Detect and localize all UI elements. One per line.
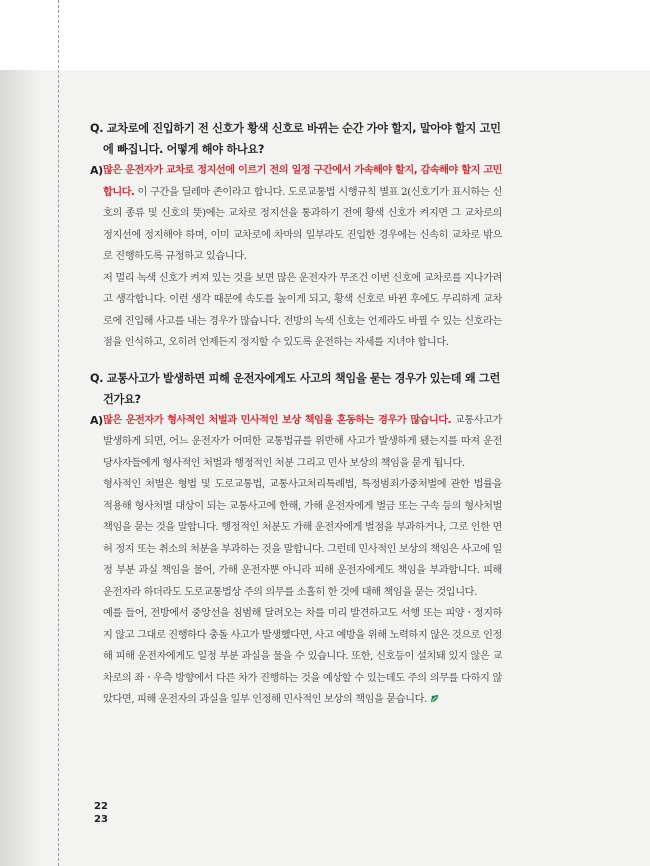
- answer-paragraph: [103, 160, 502, 268]
- qa-block-1: [90, 118, 502, 354]
- question-2: Q. 교통사고가 발생하면 피해 운전자에게도 사고의 책임을 묻는 경우가 있는데 왜 그런 건가요?: [90, 371, 500, 406]
- cut-guide-line: [58, 0, 59, 866]
- answer-paragraph: [103, 603, 502, 711]
- answer-paragraph: 저 멀리 녹색 신호가 켜져 있는 것을 보면 많은 운전자가 무조건 이번 신호에 교차로를 지나가려고 생각합니다. 이런 생각 때문에 속도를 높이게 되고, 황색 신호로 바뀐 후에도 무리하게 교차로에 진입해 사고를 내는 경우가 많습니다. 전방의 녹색 신호는 언제라도 바뀔 수 있는 신호라는 점을 인식하고, 오히려 언제든지 정지할 수 있도록 운전하는 자세를 지녀야 합니다.: [103, 272, 502, 348]
- answer-text: 교통사고가 발생하게 되면, 어느 운전자가 어떠한 교통법규를 위반해 사고가 발생하게 됐는지를 따져 운전 당사자들에게 형사적인 처벌과 행정적인 처분 그리고 민사 보상의 책임을 묻게 됩니다.: [103, 414, 502, 469]
- answer-label: A): [90, 413, 103, 427]
- page-number-left: 22: [94, 801, 108, 812]
- answer-2: [90, 410, 502, 711]
- answer-highlight: 많은 운전자가 교차로 정지선에 이르기 전의 일정 구간에서 가속해야 할지, 감속해야 할지 고민합니다.: [103, 165, 502, 198]
- qa-block-2: [90, 368, 502, 711]
- page-number-right: 23: [94, 814, 108, 825]
- answer-highlight: 많은 운전자가 형사적인 처벌과 민사적인 보상 책임을 혼동하는 경우가 많습니다.: [103, 414, 451, 426]
- page-binding-shadow: [0, 70, 40, 866]
- question-1: Q. 교차로에 진입하기 전 신호가 황색 신호로 바뀌는 순간 가야 할지, 말아야 할지 고민에 빠집니다. 어떻게 해야 하나요?: [90, 122, 501, 156]
- page-numbers: [94, 800, 108, 826]
- answer-paragraph: [103, 410, 502, 475]
- qa-article: [90, 118, 502, 711]
- answer-text: 이 구간을 딜레마 존이라고 합니다. 도로교통법 시행규칙 별표 2(신호기가 표시하는 신호의 종류 및 신호의 뜻)에는 교차로 정지선을 통과하기 전에 황색 신호가 켜지면 그 교차로의 정지선에 정지해야 하며, 이미 교차로에 차마의 일부라도 진입한 경우에는 신속히 교차로 밖으로 진행하도록 규정하고 있습니다.: [103, 186, 503, 262]
- answer-1: [90, 160, 502, 354]
- answer-label: A): [90, 164, 103, 177]
- answer-paragraph: 형사적인 처벌은 형법 및 도로교통법, 교통사고처리특례법, 특정범죄가중처벌에 관한 법률을 적용해 형사처벌 대상이 되는 교통사고에 한해, 가해 운전자에게 벌금 또는 구속 등의 형사처벌 책임을 묻는 것을 말합니다. 행정적인 처분도 가해 운전자에게 벌점을 부과하거나, 그로 인한 면허 정지 또는 취소의 처분을 부과하는 것을 말합니다. 그런데 민사적인 보상의 책임은 사고에 일정 부분 과실 책임을 물어, 가해 운전자뿐 아니라 피해 운전자에게도 책임을 부과합니다. 피해 운전자라 하더라도 도로교통법상 주의 의무를 소홀히 한 것에 대해 책임을 묻는 것입니다.: [103, 479, 502, 598]
- leaf-end-icon: [430, 694, 439, 703]
- top-margin: [0, 0, 650, 70]
- answer-text: 예를 들어, 전방에서 중앙선을 침범해 달려오는 차를 미리 발견하고도 서행 또는 피양ㆍ정지하지 않고 그대로 진행하다 충돌 사고가 발생했다면, 사고 예방을 위해 노력하지 않은 것으로 인정해 피해 운전자에게도 일정 부분 과실을 물을 수 있습니다. 또한, 신호등이 설치돼 있지 않은 교차로의 좌ㆍ우측 방향에서 다른 차가 진행하는 것을 예상할 수 있는데도 주의 의무를 다하지 않았다면, 피해 운전자의 과실을 일부 인정해 민사적인 보상의 책임을 묻습니다.: [103, 608, 502, 705]
